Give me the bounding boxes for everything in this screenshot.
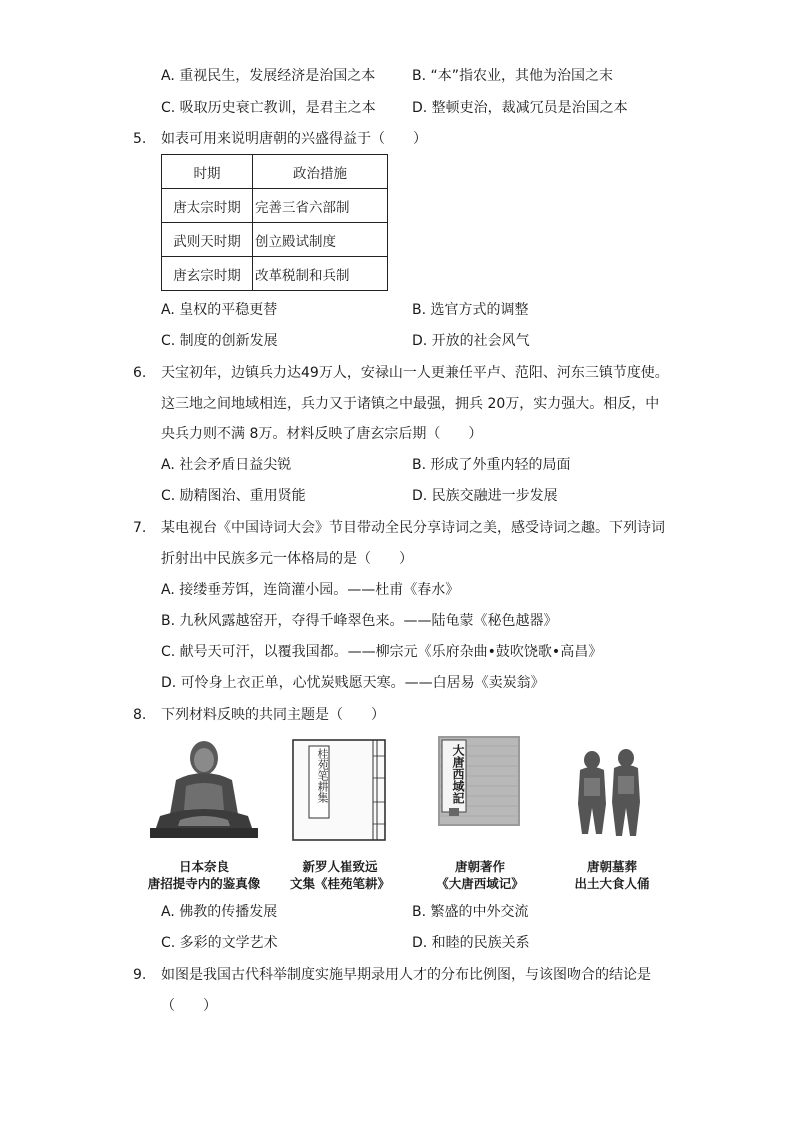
- q7-number: 7.: [133, 520, 147, 536]
- book2-title: 大唐西域記: [451, 744, 465, 804]
- dashi-figurines-image: [570, 748, 650, 844]
- jianzhen-statue-image: [146, 736, 262, 840]
- q5-option-c: C. 制度的创新发展: [161, 333, 278, 349]
- q5-option-b: B. 选官方式的调整: [412, 302, 529, 318]
- q8-number: 8.: [133, 707, 147, 723]
- caption-guiyuan: 新罗人崔致远 文集《桂苑笔耕》: [289, 859, 390, 891]
- q9-stem-line1: 如图是我国古代科举制度实施早期录用人才的分布比例图，与该图吻合的结论是: [161, 967, 651, 983]
- q7-option-b: B. 九秋风露越窑开，夺得千峰翠色来。——陆龟蒙《秘色越器》: [161, 613, 558, 629]
- q7-option-a: A. 接缕垂芳饵，连筒灌小园。——杜甫《春水》: [161, 582, 460, 598]
- q6-number: 6.: [133, 365, 147, 381]
- q7-stem-line2: 折射出中民族多元一体格局的是（ ）: [161, 551, 413, 567]
- q8-option-d: D. 和睦的民族关系: [412, 935, 530, 951]
- q7-option-d: D. 可怜身上衣正单，心忧炭贱愿天寒。——白居易《卖炭翁》: [161, 675, 545, 691]
- q6-option-b: B. 形成了外重内轻的局面: [412, 457, 571, 473]
- q5-option-a: A. 皇权的平稳更替: [161, 302, 278, 318]
- guiyuan-bigeng-book-image: [287, 738, 391, 844]
- q6-stem-line1: 天宝初年，边镇兵力达49万人，安禄山一人更兼任平卢、范阳、河东三镇节度使。: [161, 365, 669, 381]
- caption-jianzhen: 日本奈良 唐招提寺内的鉴真像: [147, 859, 261, 891]
- q9-number: 9.: [133, 967, 147, 983]
- book1-title: 桂苑笔耕集: [316, 748, 329, 803]
- table-header-measure: 政治措施: [253, 155, 388, 189]
- q4-option-b: B. “本”指农业，其他为治国之末: [412, 68, 614, 84]
- q5-stem: 如表可用来说明唐朝的兴盛得益于（ ）: [161, 131, 427, 147]
- q8-stem: 下列材料反映的共同主题是（ ）: [161, 707, 385, 723]
- q5-number: 5.: [133, 131, 147, 147]
- table-cell: 改革税制和兵制: [253, 257, 388, 291]
- table-cell: 创立殿试制度: [253, 223, 388, 257]
- q6-stem-line3: 央兵力则不满 8万。材料反映了唐玄宗后期（ ）: [161, 426, 483, 442]
- q5-table: [161, 154, 388, 291]
- table-row: [162, 223, 388, 257]
- caption-figurines: 唐朝墓葬 出土大食人俑: [574, 859, 650, 891]
- table-row: [162, 257, 388, 291]
- q7-option-c: C. 献号天可汗，以覆我国都。——柳宗元《乐府杂曲•鼓吹饶歌•高昌》: [161, 644, 603, 660]
- q4-option-d: D. 整顿吏治，裁减冗员是治国之本: [412, 100, 628, 116]
- table-cell: 唐玄宗时期: [162, 257, 253, 291]
- table-row: [162, 189, 388, 223]
- table-cell: 武则天时期: [162, 223, 253, 257]
- table-header-period: 时期: [162, 155, 253, 189]
- q8-option-a: A. 佛教的传播发展: [161, 904, 278, 920]
- table-cell: 完善三省六部制: [253, 189, 388, 223]
- q8-option-c: C. 多彩的文学艺术: [161, 935, 278, 951]
- table-row: [162, 155, 388, 189]
- q4-option-a: A. 重视民生，发展经济是治国之本: [161, 68, 376, 84]
- q6-option-d: D. 民族交融进一步发展: [412, 488, 558, 504]
- q9-stem-line2: （ ）: [161, 998, 217, 1014]
- q6-option-a: A. 社会矛盾日益尖锐: [161, 457, 292, 473]
- q5-option-d: D. 开放的社会风气: [412, 333, 530, 349]
- q4-option-c: C. 吸取历史衰亡教训，是君主之本: [161, 100, 376, 116]
- q7-stem-line1: 某电视台《中国诗词大会》节目带动全民分享诗词之美，感受诗词之趣。下列诗词: [161, 520, 665, 536]
- caption-xiyuji: 唐朝著作 《大唐西域记》: [436, 859, 524, 891]
- table-cell: 唐太宗时期: [162, 189, 253, 223]
- q6-option-c: C. 励精图治、重用贤能: [161, 488, 306, 504]
- q6-stem-line2: 这三地之间地域相连，兵力又于诸镇之中最强，拥兵 20万，实力强大。相反，中: [161, 396, 660, 412]
- q8-option-b: B. 繁盛的中外交流: [412, 904, 529, 920]
